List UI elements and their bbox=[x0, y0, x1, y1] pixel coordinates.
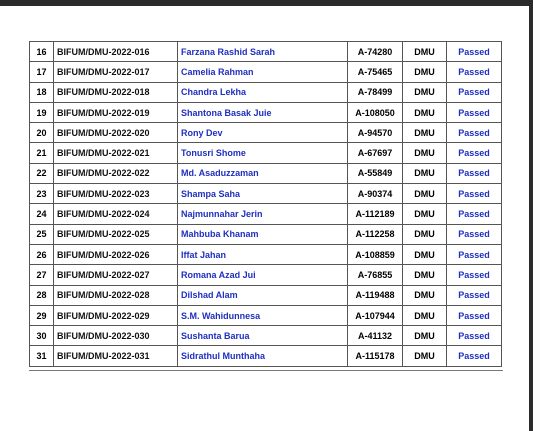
student-name-cell: Shampa Saha bbox=[178, 184, 348, 204]
results-table bbox=[29, 41, 502, 367]
table-row bbox=[30, 285, 502, 305]
institute-cell: DMU bbox=[403, 204, 447, 224]
student-name-cell: Mahbuba Khanam bbox=[178, 224, 348, 244]
row-number-cell: 30 bbox=[30, 326, 54, 346]
row-number-cell: 31 bbox=[30, 346, 54, 366]
result-status-cell: Passed bbox=[447, 204, 502, 224]
table-row bbox=[30, 326, 502, 346]
institute-cell: DMU bbox=[403, 346, 447, 366]
registration-id-cell: BIFUM/DMU-2022-024 bbox=[54, 204, 178, 224]
row-number-cell: 23 bbox=[30, 184, 54, 204]
registration-id-cell: BIFUM/DMU-2022-029 bbox=[54, 305, 178, 325]
registration-id-cell: BIFUM/DMU-2022-023 bbox=[54, 184, 178, 204]
registration-id-cell: BIFUM/DMU-2022-028 bbox=[54, 285, 178, 305]
table-row bbox=[30, 184, 502, 204]
result-status-cell: Passed bbox=[447, 123, 502, 143]
applicant-id-cell: A-108859 bbox=[348, 244, 403, 264]
row-number-cell: 29 bbox=[30, 305, 54, 325]
registration-id-cell: BIFUM/DMU-2022-031 bbox=[54, 346, 178, 366]
institute-cell: DMU bbox=[403, 305, 447, 325]
student-name-cell: Dilshad Alam bbox=[178, 285, 348, 305]
result-status-cell: Passed bbox=[447, 265, 502, 285]
result-status-cell: Passed bbox=[447, 346, 502, 366]
institute-cell: DMU bbox=[403, 102, 447, 122]
applicant-id-cell: A-75465 bbox=[348, 62, 403, 82]
result-status-cell: Passed bbox=[447, 244, 502, 264]
student-name-cell: Rony Dev bbox=[178, 123, 348, 143]
row-number-cell: 18 bbox=[30, 82, 54, 102]
results-table-body bbox=[30, 42, 502, 367]
applicant-id-cell: A-108050 bbox=[348, 102, 403, 122]
registration-id-cell: BIFUM/DMU-2022-021 bbox=[54, 143, 178, 163]
row-number-cell: 21 bbox=[30, 143, 54, 163]
student-name-cell: Tonusri Shome bbox=[178, 143, 348, 163]
registration-id-cell: BIFUM/DMU-2022-020 bbox=[54, 123, 178, 143]
row-number-cell: 16 bbox=[30, 42, 54, 62]
row-number-cell: 26 bbox=[30, 244, 54, 264]
applicant-id-cell: A-55849 bbox=[348, 163, 403, 183]
table-row bbox=[30, 82, 502, 102]
table-row bbox=[30, 143, 502, 163]
registration-id-cell: BIFUM/DMU-2022-030 bbox=[54, 326, 178, 346]
registration-id-cell: BIFUM/DMU-2022-026 bbox=[54, 244, 178, 264]
row-number-cell: 20 bbox=[30, 123, 54, 143]
institute-cell: DMU bbox=[403, 82, 447, 102]
institute-cell: DMU bbox=[403, 265, 447, 285]
row-number-cell: 19 bbox=[30, 102, 54, 122]
result-status-cell: Passed bbox=[447, 305, 502, 325]
institute-cell: DMU bbox=[403, 244, 447, 264]
table-row bbox=[30, 62, 502, 82]
applicant-id-cell: A-94570 bbox=[348, 123, 403, 143]
row-number-cell: 24 bbox=[30, 204, 54, 224]
registration-id-cell: BIFUM/DMU-2022-027 bbox=[54, 265, 178, 285]
result-status-cell: Passed bbox=[447, 42, 502, 62]
row-number-cell: 28 bbox=[30, 285, 54, 305]
applicant-id-cell: A-41132 bbox=[348, 326, 403, 346]
student-name-cell: Md. Asaduzzaman bbox=[178, 163, 348, 183]
document-page bbox=[0, 6, 529, 431]
table-row bbox=[30, 163, 502, 183]
student-name-cell: Chandra Lekha bbox=[178, 82, 348, 102]
result-status-cell: Passed bbox=[447, 143, 502, 163]
institute-cell: DMU bbox=[403, 42, 447, 62]
result-status-cell: Passed bbox=[447, 224, 502, 244]
row-number-cell: 25 bbox=[30, 224, 54, 244]
divider bbox=[29, 370, 503, 371]
applicant-id-cell: A-90374 bbox=[348, 184, 403, 204]
applicant-id-cell: A-112189 bbox=[348, 204, 403, 224]
result-status-cell: Passed bbox=[447, 82, 502, 102]
table-row bbox=[30, 42, 502, 62]
applicant-id-cell: A-76855 bbox=[348, 265, 403, 285]
result-status-cell: Passed bbox=[447, 326, 502, 346]
table-row bbox=[30, 204, 502, 224]
applicant-id-cell: A-107944 bbox=[348, 305, 403, 325]
result-status-cell: Passed bbox=[447, 285, 502, 305]
table-row bbox=[30, 224, 502, 244]
table-row bbox=[30, 244, 502, 264]
result-status-cell: Passed bbox=[447, 102, 502, 122]
applicant-id-cell: A-119488 bbox=[348, 285, 403, 305]
result-status-cell: Passed bbox=[447, 163, 502, 183]
student-name-cell: Shantona Basak Juie bbox=[178, 102, 348, 122]
applicant-id-cell: A-67697 bbox=[348, 143, 403, 163]
institute-cell: DMU bbox=[403, 123, 447, 143]
table-row bbox=[30, 102, 502, 122]
table-row bbox=[30, 346, 502, 366]
student-name-cell: Farzana Rashid Sarah bbox=[178, 42, 348, 62]
institute-cell: DMU bbox=[403, 163, 447, 183]
table-row bbox=[30, 305, 502, 325]
student-name-cell: S.M. Wahidunnesa bbox=[178, 305, 348, 325]
applicant-id-cell: A-112258 bbox=[348, 224, 403, 244]
institute-cell: DMU bbox=[403, 143, 447, 163]
applicant-id-cell: A-115178 bbox=[348, 346, 403, 366]
table-row bbox=[30, 123, 502, 143]
institute-cell: DMU bbox=[403, 224, 447, 244]
registration-id-cell: BIFUM/DMU-2022-017 bbox=[54, 62, 178, 82]
student-name-cell: Iffat Jahan bbox=[178, 244, 348, 264]
student-name-cell: Sidrathul Munthaha bbox=[178, 346, 348, 366]
student-name-cell: Najmunnahar Jerin bbox=[178, 204, 348, 224]
student-name-cell: Romana Azad Jui bbox=[178, 265, 348, 285]
applicant-id-cell: A-74280 bbox=[348, 42, 403, 62]
row-number-cell: 22 bbox=[30, 163, 54, 183]
institute-cell: DMU bbox=[403, 326, 447, 346]
registration-id-cell: BIFUM/DMU-2022-019 bbox=[54, 102, 178, 122]
row-number-cell: 17 bbox=[30, 62, 54, 82]
result-status-cell: Passed bbox=[447, 184, 502, 204]
institute-cell: DMU bbox=[403, 62, 447, 82]
applicant-id-cell: A-78499 bbox=[348, 82, 403, 102]
registration-id-cell: BIFUM/DMU-2022-016 bbox=[54, 42, 178, 62]
institute-cell: DMU bbox=[403, 184, 447, 204]
row-number-cell: 27 bbox=[30, 265, 54, 285]
student-name-cell: Camelia Rahman bbox=[178, 62, 348, 82]
result-status-cell: Passed bbox=[447, 62, 502, 82]
institute-cell: DMU bbox=[403, 285, 447, 305]
registration-id-cell: BIFUM/DMU-2022-022 bbox=[54, 163, 178, 183]
registration-id-cell: BIFUM/DMU-2022-018 bbox=[54, 82, 178, 102]
registration-id-cell: BIFUM/DMU-2022-025 bbox=[54, 224, 178, 244]
student-name-cell: Sushanta Barua bbox=[178, 326, 348, 346]
table-row bbox=[30, 265, 502, 285]
